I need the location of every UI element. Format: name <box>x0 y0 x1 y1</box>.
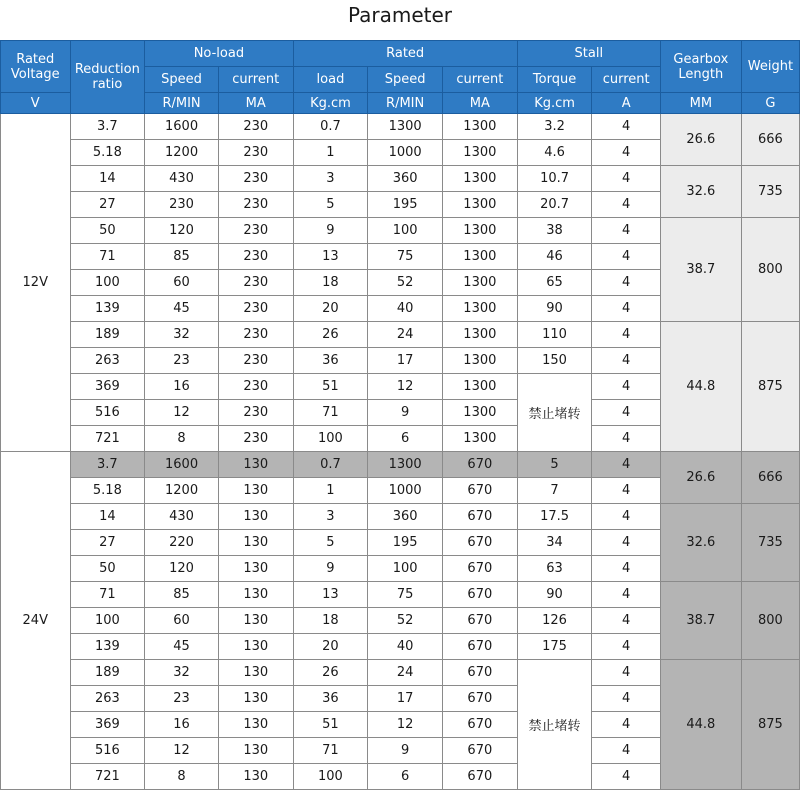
stall-torque-cell: 10.7 <box>517 166 592 192</box>
noload-speed-cell: 85 <box>145 244 219 270</box>
stall-current-cell: 4 <box>592 712 660 738</box>
rated-speed-cell: 360 <box>368 166 443 192</box>
gearbox-length-cell: 38.7 <box>660 218 741 322</box>
rated-speed-cell: 52 <box>368 608 443 634</box>
rated-load-cell: 0.7 <box>293 114 368 140</box>
noload-speed-cell: 45 <box>145 634 219 660</box>
rated-current-cell: 1300 <box>442 218 517 244</box>
rated-load-cell: 100 <box>293 426 368 452</box>
stall-torque-cell: 4.6 <box>517 140 592 166</box>
noload-current-cell: 130 <box>218 582 293 608</box>
stall-current-cell: 4 <box>592 686 660 712</box>
header-no-load: No-load <box>145 41 293 67</box>
noload-speed-cell: 430 <box>145 504 219 530</box>
ratio-cell: 27 <box>70 530 145 556</box>
rated-current-cell: 1300 <box>442 348 517 374</box>
gearbox-length-cell: 44.8 <box>660 322 741 452</box>
noload-current-cell: 230 <box>218 296 293 322</box>
table-row <box>1 504 800 530</box>
ratio-cell: 189 <box>70 322 145 348</box>
noload-speed-cell: 16 <box>145 374 219 400</box>
table-row <box>1 582 800 608</box>
noload-current-cell: 230 <box>218 400 293 426</box>
rated-speed-cell: 195 <box>368 530 443 556</box>
table-row <box>1 660 800 686</box>
stall-current-cell: 4 <box>592 192 660 218</box>
noload-speed-cell: 120 <box>145 218 219 244</box>
ratio-cell: 71 <box>70 244 145 270</box>
header-rated: Rated <box>293 41 517 67</box>
stall-current-cell: 4 <box>592 322 660 348</box>
rated-current-cell: 1300 <box>442 270 517 296</box>
noload-current-cell: 230 <box>218 426 293 452</box>
rated-current-cell: 670 <box>442 504 517 530</box>
rated-current-cell: 670 <box>442 764 517 790</box>
ratio-cell: 100 <box>70 608 145 634</box>
ratio-cell: 263 <box>70 348 145 374</box>
stall-torque-cell: 65 <box>517 270 592 296</box>
stall-torque-cell: 90 <box>517 296 592 322</box>
rated-current-cell: 670 <box>442 556 517 582</box>
rated-current-cell: 670 <box>442 686 517 712</box>
stall-torque-cell: 38 <box>517 218 592 244</box>
rated-load-cell: 20 <box>293 296 368 322</box>
rated-load-cell: 13 <box>293 244 368 270</box>
noload-speed-cell: 12 <box>145 400 219 426</box>
rated-speed-cell: 100 <box>368 556 443 582</box>
stall-current-cell: 4 <box>592 582 660 608</box>
ratio-cell: 27 <box>70 192 145 218</box>
noload-current-cell: 130 <box>218 712 293 738</box>
no-stall-cell: 禁止堵转 <box>517 374 592 452</box>
noload-current-cell: 230 <box>218 166 293 192</box>
rated-speed-cell: 1000 <box>368 478 443 504</box>
ratio-cell: 3.7 <box>70 114 145 140</box>
noload-speed-cell: 16 <box>145 712 219 738</box>
unit-weight: G <box>741 93 799 114</box>
header-rated-current: current <box>442 67 517 93</box>
rated-load-cell: 71 <box>293 738 368 764</box>
noload-current-cell: 230 <box>218 192 293 218</box>
rated-speed-cell: 75 <box>368 582 443 608</box>
ratio-cell: 516 <box>70 400 145 426</box>
noload-speed-cell: 23 <box>145 348 219 374</box>
header-rated-voltage: Rated Voltage <box>1 41 71 93</box>
rated-current-cell: 1300 <box>442 400 517 426</box>
stall-current-cell: 4 <box>592 400 660 426</box>
header-weight: Weight <box>741 41 799 93</box>
rated-current-cell: 670 <box>442 738 517 764</box>
gearbox-length-cell: 44.8 <box>660 660 741 790</box>
rated-load-cell: 5 <box>293 192 368 218</box>
stall-torque-cell: 150 <box>517 348 592 374</box>
rated-speed-cell: 17 <box>368 348 443 374</box>
noload-current-cell: 230 <box>218 244 293 270</box>
table-row <box>1 452 800 478</box>
stall-current-cell: 4 <box>592 764 660 790</box>
noload-speed-cell: 1600 <box>145 114 219 140</box>
rated-current-cell: 1300 <box>442 374 517 400</box>
gearbox-length-cell: 26.6 <box>660 114 741 166</box>
ratio-cell: 100 <box>70 270 145 296</box>
rated-load-cell: 18 <box>293 608 368 634</box>
gearbox-length-cell: 32.6 <box>660 504 741 582</box>
rated-speed-cell: 52 <box>368 270 443 296</box>
no-stall-cell: 禁止堵转 <box>517 660 592 790</box>
stall-torque-cell: 20.7 <box>517 192 592 218</box>
unit-rated-current: MA <box>442 93 517 114</box>
table-row <box>1 166 800 192</box>
rated-speed-cell: 1300 <box>368 114 443 140</box>
unit-noload-speed: R/MIN <box>145 93 219 114</box>
rated-load-cell: 51 <box>293 374 368 400</box>
rated-load-cell: 71 <box>293 400 368 426</box>
rated-load-cell: 20 <box>293 634 368 660</box>
rated-load-cell: 18 <box>293 270 368 296</box>
noload-speed-cell: 85 <box>145 582 219 608</box>
noload-speed-cell: 220 <box>145 530 219 556</box>
rated-load-cell: 1 <box>293 478 368 504</box>
noload-current-cell: 130 <box>218 634 293 660</box>
stall-current-cell: 4 <box>592 114 660 140</box>
ratio-cell: 71 <box>70 582 145 608</box>
noload-current-cell: 130 <box>218 686 293 712</box>
noload-speed-cell: 1600 <box>145 452 219 478</box>
rated-speed-cell: 75 <box>368 244 443 270</box>
ratio-cell: 50 <box>70 218 145 244</box>
noload-current-cell: 130 <box>218 504 293 530</box>
stall-current-cell: 4 <box>592 140 660 166</box>
rated-current-cell: 1300 <box>442 322 517 348</box>
rated-load-cell: 0.7 <box>293 452 368 478</box>
weight-cell: 666 <box>741 114 799 166</box>
rated-load-cell: 36 <box>293 686 368 712</box>
stall-torque-cell: 63 <box>517 556 592 582</box>
table-body <box>1 114 800 790</box>
rated-load-cell: 3 <box>293 504 368 530</box>
ratio-cell: 139 <box>70 634 145 660</box>
rated-speed-cell: 195 <box>368 192 443 218</box>
noload-speed-cell: 120 <box>145 556 219 582</box>
rated-current-cell: 1300 <box>442 166 517 192</box>
weight-cell: 875 <box>741 322 799 452</box>
noload-speed-cell: 430 <box>145 166 219 192</box>
rated-load-cell: 3 <box>293 166 368 192</box>
rated-speed-cell: 24 <box>368 660 443 686</box>
stall-current-cell: 4 <box>592 738 660 764</box>
stall-current-cell: 4 <box>592 374 660 400</box>
stall-torque-cell: 175 <box>517 634 592 660</box>
unit-stall-current: A <box>592 93 660 114</box>
noload-current-cell: 130 <box>218 738 293 764</box>
rated-current-cell: 670 <box>442 452 517 478</box>
voltage-cell: 12V <box>1 114 71 452</box>
noload-current-cell: 230 <box>218 348 293 374</box>
stall-torque-cell: 17.5 <box>517 504 592 530</box>
ratio-cell: 50 <box>70 556 145 582</box>
rated-current-cell: 1300 <box>442 296 517 322</box>
noload-current-cell: 130 <box>218 478 293 504</box>
rated-load-cell: 9 <box>293 218 368 244</box>
rated-speed-cell: 40 <box>368 296 443 322</box>
stall-current-cell: 4 <box>592 634 660 660</box>
header-gearbox-length: Gearbox Length <box>660 41 741 93</box>
unit-gearbox-length: MM <box>660 93 741 114</box>
header-rated-load: load <box>293 67 368 93</box>
rated-current-cell: 670 <box>442 478 517 504</box>
noload-speed-cell: 60 <box>145 608 219 634</box>
voltage-cell: 24V <box>1 452 71 790</box>
rated-speed-cell: 24 <box>368 322 443 348</box>
gearbox-length-cell: 26.6 <box>660 452 741 504</box>
noload-speed-cell: 230 <box>145 192 219 218</box>
rated-current-cell: 1300 <box>442 192 517 218</box>
rated-speed-cell: 9 <box>368 400 443 426</box>
stall-current-cell: 4 <box>592 504 660 530</box>
rated-speed-cell: 1000 <box>368 140 443 166</box>
rated-current-cell: 1300 <box>442 244 517 270</box>
noload-current-cell: 230 <box>218 218 293 244</box>
rated-speed-cell: 40 <box>368 634 443 660</box>
unit-rated-load: Kg.cm <box>293 93 368 114</box>
rated-current-cell: 1300 <box>442 426 517 452</box>
stall-current-cell: 4 <box>592 660 660 686</box>
rated-current-cell: 670 <box>442 582 517 608</box>
noload-speed-cell: 23 <box>145 686 219 712</box>
weight-cell: 800 <box>741 582 799 660</box>
unit-rated-speed: R/MIN <box>368 93 443 114</box>
page-title: Parameter <box>347 3 453 27</box>
stall-torque-cell: 126 <box>517 608 592 634</box>
stall-current-cell: 4 <box>592 608 660 634</box>
rated-load-cell: 51 <box>293 712 368 738</box>
noload-current-cell: 130 <box>218 660 293 686</box>
stall-current-cell: 4 <box>592 556 660 582</box>
unit-stall-torque: Kg.cm <box>517 93 592 114</box>
noload-current-cell: 130 <box>218 530 293 556</box>
noload-current-cell: 130 <box>218 608 293 634</box>
table-row <box>1 114 800 140</box>
ratio-cell: 369 <box>70 712 145 738</box>
header-rated-speed: Speed <box>368 67 443 93</box>
noload-speed-cell: 32 <box>145 322 219 348</box>
rated-load-cell: 36 <box>293 348 368 374</box>
stall-torque-cell: 110 <box>517 322 592 348</box>
stall-current-cell: 4 <box>592 478 660 504</box>
rated-load-cell: 26 <box>293 322 368 348</box>
noload-speed-cell: 1200 <box>145 140 219 166</box>
stall-torque-cell: 34 <box>517 530 592 556</box>
rated-speed-cell: 9 <box>368 738 443 764</box>
header-stall-torque: Torque <box>517 67 592 93</box>
ratio-cell: 5.18 <box>70 478 145 504</box>
rated-current-cell: 1300 <box>442 140 517 166</box>
ratio-cell: 3.7 <box>70 452 145 478</box>
ratio-cell: 14 <box>70 166 145 192</box>
noload-speed-cell: 8 <box>145 426 219 452</box>
rated-speed-cell: 12 <box>368 374 443 400</box>
stall-current-cell: 4 <box>592 530 660 556</box>
ratio-cell: 721 <box>70 764 145 790</box>
rated-speed-cell: 17 <box>368 686 443 712</box>
gearbox-length-cell: 32.6 <box>660 166 741 218</box>
rated-current-cell: 670 <box>442 608 517 634</box>
rated-load-cell: 5 <box>293 530 368 556</box>
rated-load-cell: 13 <box>293 582 368 608</box>
rated-current-cell: 1300 <box>442 114 517 140</box>
header-noload-current: current <box>218 67 293 93</box>
gearbox-length-cell: 38.7 <box>660 582 741 660</box>
header-noload-speed: Speed <box>145 67 219 93</box>
stall-torque-cell: 90 <box>517 582 592 608</box>
rated-current-cell: 670 <box>442 634 517 660</box>
noload-speed-cell: 12 <box>145 738 219 764</box>
stall-torque-cell: 46 <box>517 244 592 270</box>
noload-current-cell: 230 <box>218 140 293 166</box>
rated-load-cell: 100 <box>293 764 368 790</box>
rated-speed-cell: 360 <box>368 504 443 530</box>
stall-current-cell: 4 <box>592 296 660 322</box>
noload-speed-cell: 8 <box>145 764 219 790</box>
rated-speed-cell: 1300 <box>368 452 443 478</box>
weight-cell: 735 <box>741 504 799 582</box>
rated-speed-cell: 100 <box>368 218 443 244</box>
header-stall-current: current <box>592 67 660 93</box>
rated-load-cell: 26 <box>293 660 368 686</box>
ratio-cell: 14 <box>70 504 145 530</box>
stall-current-cell: 4 <box>592 452 660 478</box>
ratio-cell: 721 <box>70 426 145 452</box>
table-row <box>1 218 800 244</box>
stall-torque-cell: 3.2 <box>517 114 592 140</box>
rated-current-cell: 670 <box>442 712 517 738</box>
noload-current-cell: 230 <box>218 270 293 296</box>
noload-current-cell: 130 <box>218 556 293 582</box>
weight-cell: 800 <box>741 218 799 322</box>
table-row <box>1 322 800 348</box>
rated-speed-cell: 6 <box>368 764 443 790</box>
rated-load-cell: 1 <box>293 140 368 166</box>
header-stall: Stall <box>517 41 660 67</box>
noload-current-cell: 230 <box>218 322 293 348</box>
ratio-cell: 189 <box>70 660 145 686</box>
stall-current-cell: 4 <box>592 270 660 296</box>
header-reduction-ratio: Reduction ratio <box>70 41 145 114</box>
unit-noload-current: MA <box>218 93 293 114</box>
noload-current-cell: 230 <box>218 374 293 400</box>
noload-speed-cell: 60 <box>145 270 219 296</box>
rated-speed-cell: 12 <box>368 712 443 738</box>
unit-voltage: V <box>1 93 71 114</box>
stall-current-cell: 4 <box>592 426 660 452</box>
noload-speed-cell: 45 <box>145 296 219 322</box>
noload-speed-cell: 1200 <box>145 478 219 504</box>
parameter-table <box>0 40 800 790</box>
noload-speed-cell: 32 <box>145 660 219 686</box>
weight-cell: 666 <box>741 452 799 504</box>
rated-current-cell: 670 <box>442 530 517 556</box>
stall-current-cell: 4 <box>592 348 660 374</box>
ratio-cell: 263 <box>70 686 145 712</box>
stall-torque-cell: 7 <box>517 478 592 504</box>
ratio-cell: 516 <box>70 738 145 764</box>
stall-current-cell: 4 <box>592 244 660 270</box>
rated-current-cell: 670 <box>442 660 517 686</box>
weight-cell: 735 <box>741 166 799 218</box>
rated-speed-cell: 6 <box>368 426 443 452</box>
ratio-cell: 5.18 <box>70 140 145 166</box>
weight-cell: 875 <box>741 660 799 790</box>
ratio-cell: 139 <box>70 296 145 322</box>
noload-current-cell: 230 <box>218 114 293 140</box>
stall-current-cell: 4 <box>592 218 660 244</box>
ratio-cell: 369 <box>70 374 145 400</box>
stall-torque-cell: 5 <box>517 452 592 478</box>
rated-load-cell: 9 <box>293 556 368 582</box>
stall-current-cell: 4 <box>592 166 660 192</box>
noload-current-cell: 130 <box>218 764 293 790</box>
noload-current-cell: 130 <box>218 452 293 478</box>
